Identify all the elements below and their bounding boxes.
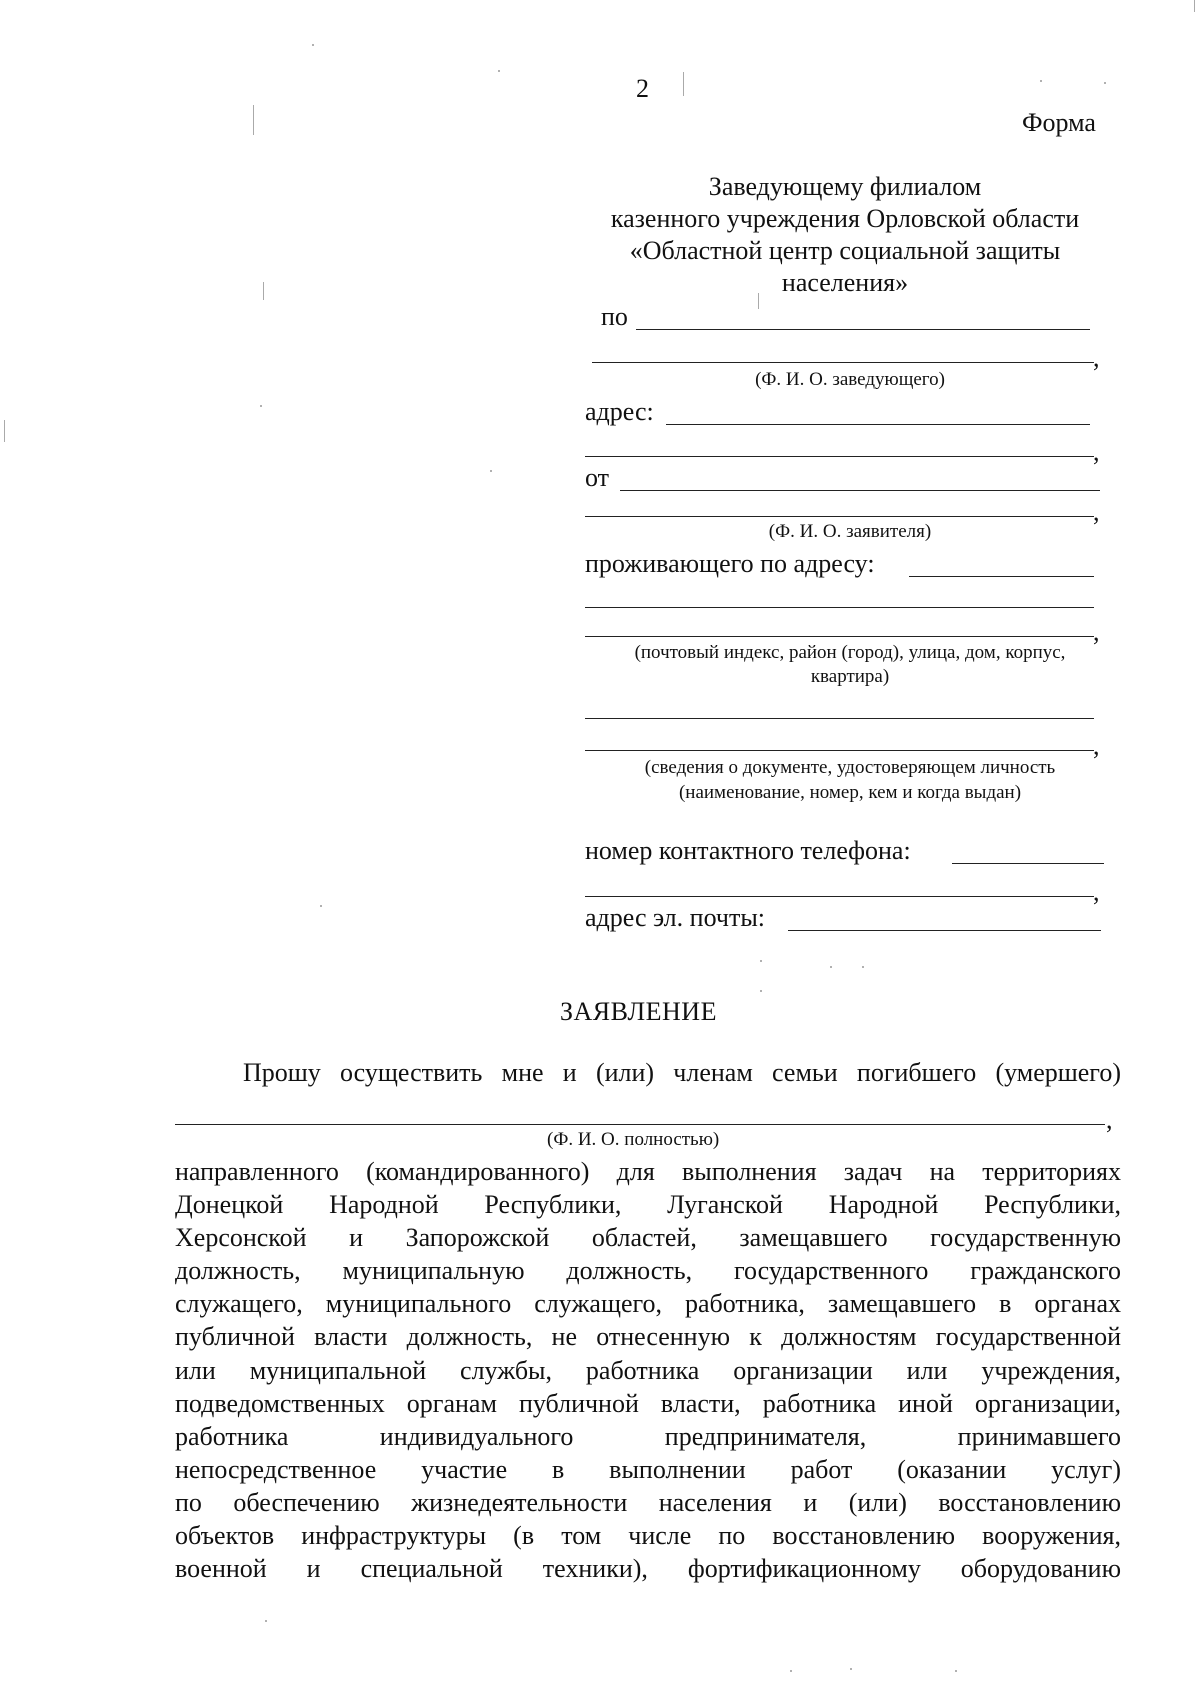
comma: , xyxy=(1106,1105,1113,1134)
body-line: служащего, муниципального служащего, работника, замещавшего в органах xyxy=(175,1289,1121,1319)
scan-artifact xyxy=(760,960,762,962)
comma: , xyxy=(1093,343,1100,372)
page-number: 2 xyxy=(636,74,649,103)
addressee-line-1: Заведующему филиалом xyxy=(708,172,982,201)
scan-artifact xyxy=(955,1670,957,1672)
scan-artifact xyxy=(260,405,262,407)
deceased-name-caption: (Ф. И. О. полностью) xyxy=(547,1129,720,1150)
head-address-field-line-1[interactable] xyxy=(666,424,1090,425)
phone-field-line-2[interactable] xyxy=(585,896,1094,897)
body-line: непосредственное участие в выполнении работ (оказании услуг) xyxy=(175,1454,1121,1484)
scan-artifact xyxy=(683,72,684,96)
phone-field-line-1[interactable] xyxy=(952,863,1104,864)
scan-artifact xyxy=(1104,82,1106,84)
residing-label: проживающего по адресу: xyxy=(585,549,875,578)
scan-artifact xyxy=(490,470,492,472)
address-caption-line-2: квартира) xyxy=(810,666,890,687)
applicant-name-caption: (Ф. И. О. заявителя) xyxy=(768,521,932,542)
id-document-field-line-2[interactable] xyxy=(585,750,1094,751)
head-name-field-line-2[interactable] xyxy=(592,362,1094,363)
statement-body xyxy=(175,1155,1121,1585)
body-line: Донецкой Народной Республики, Луганской Народной Республики, xyxy=(175,1190,1121,1220)
comma: , xyxy=(1093,877,1100,906)
body-line: военной и специальной техники), фортификационному оборудованию xyxy=(175,1554,1121,1584)
body-line: направленного (командированного) для выполнения задач на территориях xyxy=(175,1157,1121,1186)
applicant-name-field-line-1[interactable] xyxy=(620,490,1100,491)
address-label: адрес: xyxy=(585,397,654,426)
scan-artifact xyxy=(862,966,864,968)
scan-artifact xyxy=(790,1670,792,1672)
head-address-field-line-2[interactable] xyxy=(585,456,1094,457)
scan-artifact xyxy=(253,105,254,135)
comma: , xyxy=(1093,437,1100,466)
residence-field-line-2[interactable] xyxy=(585,607,1094,608)
scan-artifact xyxy=(1194,0,1195,12)
scan-artifact xyxy=(760,990,762,992)
id-document-field-line-1[interactable] xyxy=(585,718,1094,719)
body-line: публичной власти должность, не отнесенную к должностям государственной xyxy=(175,1322,1121,1352)
statement-title: ЗАЯВЛЕНИЕ xyxy=(560,997,717,1026)
head-name-caption: (Ф. И. О. заведующего) xyxy=(755,369,945,390)
phone-label: номер контактного телефона: xyxy=(585,836,911,865)
scan-artifact xyxy=(320,905,322,907)
statement-intro: Прошу осуществить мне и (или) членам семьи погибшего (умершего) xyxy=(243,1058,1121,1087)
comma: , xyxy=(1093,731,1100,760)
scan-artifact xyxy=(1040,80,1042,82)
comma: , xyxy=(1093,617,1100,646)
addressee-line-4: населения» xyxy=(781,268,909,297)
po-label: по xyxy=(601,302,628,331)
body-line: подведомственных органам публичной власти, работника иной организации, xyxy=(175,1388,1121,1418)
scan-artifact xyxy=(263,282,264,300)
comma: , xyxy=(1093,497,1100,526)
deceased-name-field[interactable] xyxy=(175,1124,1105,1125)
email-field[interactable] xyxy=(788,930,1101,931)
residence-field-line-3[interactable] xyxy=(585,636,1094,637)
address-caption-line-1: (почтовый индекс, район (город), улица, дом, корпус, xyxy=(634,642,1066,663)
body-line: или муниципальной службы, работника организации или учреждения, xyxy=(175,1355,1121,1385)
from-label: от xyxy=(585,463,610,492)
addressee-line-3: «Областной центр социальной защиты xyxy=(629,236,1061,265)
scan-artifact xyxy=(758,293,759,309)
addressee-line-2: казенного учреждения Орловской области xyxy=(610,204,1080,233)
body-line: по обеспечению жизнедеятельности населения и (или) восстановлению xyxy=(175,1487,1121,1517)
id-caption-line-2: (наименование, номер, кем и когда выдан) xyxy=(678,782,1022,803)
body-line: Херсонской и Запорожской областей, замещавшего государственную xyxy=(175,1223,1121,1253)
email-label: адрес эл. почты: xyxy=(585,903,766,932)
form-label: Форма xyxy=(1022,108,1096,137)
scan-artifact xyxy=(312,44,314,46)
body-line: должность, муниципальную должность, государственного гражданского xyxy=(175,1256,1121,1286)
scan-artifact xyxy=(830,966,832,968)
scan-artifact xyxy=(850,1668,852,1670)
scan-artifact xyxy=(498,70,500,72)
applicant-name-field-line-2[interactable] xyxy=(585,516,1094,517)
scan-artifact xyxy=(4,420,5,442)
body-line: работника индивидуального предпринимателя, принимавшего xyxy=(175,1421,1121,1451)
id-caption-line-1: (сведения о документе, удостоверяющем личность xyxy=(644,757,1056,778)
body-line: объектов инфраструктуры (в том числе по восстановлению вооружения, xyxy=(175,1521,1121,1551)
scan-artifact xyxy=(265,1620,267,1622)
residence-field-line-1[interactable] xyxy=(909,576,1094,577)
head-name-field-line-1[interactable] xyxy=(636,329,1090,330)
